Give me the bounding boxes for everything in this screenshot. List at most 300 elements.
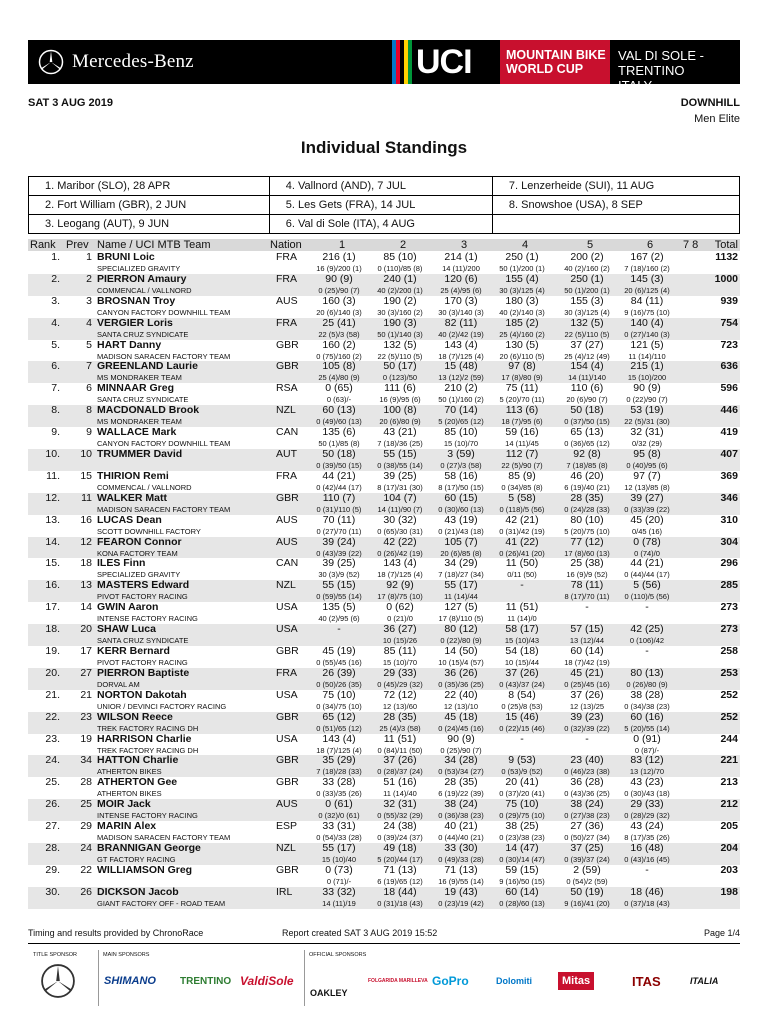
nation-cell: GBR	[276, 710, 299, 723]
round-points: 132 (5)	[570, 316, 604, 329]
rider-name: HARRISON Charlie	[97, 732, 192, 745]
total-points: 205	[720, 820, 738, 833]
total-points: 273	[720, 601, 738, 614]
round-points: 45 (20)	[630, 513, 664, 526]
round-points: 18 (44)	[383, 885, 417, 898]
round-split: 7 (18)/36 (25)	[377, 439, 423, 449]
rank-cell: 11.	[46, 469, 60, 482]
round-split: 18 (7)/125 (4)	[377, 570, 423, 580]
table-row	[28, 843, 740, 865]
team-name: SANTA CRUZ SYNDICATE	[97, 395, 189, 405]
round-split: 16 (9)/55 (14)	[438, 876, 484, 886]
round-split: 0 (29)/75 (10)	[499, 811, 545, 821]
round-points: 39 (23)	[570, 710, 604, 723]
total-points: 198	[720, 885, 738, 898]
rider-name: BRUNI Loic	[97, 251, 155, 263]
round-points: 155 (4)	[505, 272, 539, 285]
prev-rank-cell: 8	[86, 404, 92, 417]
round-split: 0 (44)/44 (17)	[624, 570, 670, 580]
round-split: 0 (59)/55 (14)	[316, 592, 362, 602]
round-split: 18 (7)/95 (6)	[501, 417, 543, 427]
round-cell: 4. Vallnord (AND), 7 JUL	[269, 177, 492, 196]
round-split: 15 (10)/200	[627, 373, 667, 383]
rider-name: KERR Bernard	[97, 645, 170, 658]
page-number: Page 1/4	[703, 928, 740, 938]
nation-cell: FRA	[276, 666, 297, 679]
round-points: 38 (24)	[444, 798, 478, 811]
rank-cell: 27.	[45, 820, 60, 833]
round-points: 53 (19)	[630, 404, 664, 417]
prev-rank-cell: 3	[86, 294, 92, 307]
prev-rank-cell: 7	[86, 360, 92, 373]
round-split: 0 (25)/90 (7)	[440, 745, 482, 755]
round-split: 0 (26)/42 (19)	[377, 548, 423, 558]
rank-cell: 9.	[51, 426, 60, 439]
rider-name: HATTON Charlie	[97, 754, 179, 767]
round-split: 6 (19)/65 (12)	[377, 876, 423, 886]
nation-cell: FRA	[276, 316, 297, 329]
round-split: 0 (32)/39 (22)	[564, 723, 610, 733]
round-split: 40 (2)/42 (19)	[438, 329, 484, 339]
round-points: 105 (7)	[444, 535, 478, 548]
round-split: 10 (15)/26	[382, 636, 418, 646]
prev-rank-cell: 17	[80, 645, 92, 658]
round-points: 154 (4)	[570, 360, 604, 373]
round-points: 65 (13)	[570, 426, 604, 439]
nation-cell: NZL	[276, 579, 296, 592]
round-points: 45 (19)	[322, 645, 356, 658]
round-split: 0 (31)/110 (5)	[316, 504, 362, 514]
round-split: 0/11 (50)	[507, 570, 537, 580]
rider-name: WILSON Reece	[97, 710, 173, 723]
round-points: 60 (14)	[505, 885, 539, 898]
round-cell: 3. Leogang (AUT), 9 JUN	[29, 215, 270, 234]
sponsor-divider	[98, 950, 99, 1006]
team-name: CANYON FACTORY DOWNHILL TEAM	[97, 439, 231, 449]
team-name: COMMENCAL / VALLNORD	[97, 482, 192, 492]
round-points: 0 (78)	[633, 535, 661, 548]
round-split: 22 (5)/31 (30)	[624, 417, 670, 427]
team-name: MS MONDRAKER TEAM	[97, 417, 182, 427]
round-points: 143 (4)	[383, 557, 417, 570]
round-split: 0 (39)/37 (24)	[564, 855, 610, 865]
round-split: 0/32 (29)	[631, 439, 663, 449]
total-points: 296	[720, 557, 738, 570]
round-split: 0 (33)/35 (26)	[316, 789, 362, 799]
table-row	[28, 405, 740, 427]
round-points: 28 (35)	[570, 491, 604, 504]
rank-cell: 3.	[51, 294, 60, 307]
round-points: 160 (2)	[322, 338, 356, 351]
round-split: 0 (31)/18 (43)	[377, 898, 423, 908]
round-split: 0 (22)/15 (46)	[499, 723, 545, 733]
sponsor-divider	[304, 950, 305, 1006]
round-split: 0 (28)/37 (24)	[377, 767, 423, 777]
round-points: 90 (9)	[633, 382, 661, 395]
rider-name: WILLIAMSON Greg	[97, 863, 193, 876]
round-split: 0 (39)/50 (15)	[316, 461, 362, 471]
nation-cell: GBR	[276, 338, 299, 351]
round-split: 9 (16)/75 (10)	[624, 307, 670, 317]
round-split: 0 (25)/8 (53)	[501, 701, 543, 711]
prev-rank-cell: 10	[80, 448, 92, 461]
rider-name: SHAW Luca	[97, 623, 156, 636]
table-row	[28, 340, 740, 362]
round-split: 20 (6)/110 (5)	[499, 351, 545, 361]
round-split: 0 (25)/45 (16)	[564, 679, 610, 689]
round-points: 11 (51)	[505, 601, 539, 614]
round-split: 17 (8)/110 (5)	[438, 614, 484, 624]
team-name: GT FACTORY RACING	[97, 855, 176, 865]
table-row	[28, 296, 740, 318]
round-cell: 8. Snowshoe (USA), 8 SEP	[492, 196, 739, 215]
round-split: 0 (110)/5 (56)	[624, 592, 670, 602]
round-points: 0 (91)	[633, 732, 661, 745]
prev-rank-cell: 19	[80, 732, 92, 745]
round-split: 22 (5)/110 (5)	[564, 329, 610, 339]
total-points: 258	[720, 645, 738, 658]
round-points: 65 (12)	[322, 710, 356, 723]
table-row	[28, 887, 740, 909]
round-split: 0 (53)/34 (27)	[438, 767, 484, 777]
round-split: 0 (27)/3 (58)	[440, 461, 482, 471]
round-cell: 2. Fort William (GBR), 2 JUN	[29, 196, 270, 215]
table-row	[28, 646, 740, 668]
round-split: 0/45 (16)	[631, 526, 663, 536]
nation-cell: AUS	[276, 294, 298, 307]
round-points: 143 (4)	[322, 732, 356, 745]
sponsor-selle-italia: ITALIA	[690, 976, 719, 986]
round-points: 71 (13)	[383, 863, 417, 876]
round-split: 25 (4)/3 (58)	[379, 723, 421, 733]
table-row	[28, 821, 740, 843]
round-points: 0 (61)	[325, 798, 353, 811]
rider-name: WALLACE Mark	[97, 426, 177, 439]
rider-name: HART Danny	[97, 338, 162, 351]
mercedes-logo	[38, 49, 194, 75]
round-points: 145 (3)	[630, 272, 664, 285]
round-split: 40 (2)/200 (1)	[377, 285, 423, 295]
round-points: 105 (8)	[322, 360, 356, 373]
round-split: 9 (16)/50 (15)	[499, 876, 545, 886]
round-split: 10 (15)/4 (57)	[438, 658, 484, 668]
round-points: 104 (7)	[383, 491, 417, 504]
round-split: 25 (4)/95 (6)	[440, 285, 482, 295]
round-points: 54 (18)	[505, 645, 539, 658]
rounds-row	[29, 177, 740, 196]
round-split: 15 (10)/43	[504, 636, 540, 646]
round-points: 135 (5)	[322, 601, 356, 614]
main-sponsors-label: MAIN SPONSORS	[103, 952, 150, 958]
round-points: 92 (9)	[386, 579, 414, 592]
round-points: 38 (25)	[505, 820, 539, 833]
round-split: 7 (18)/85 (8)	[566, 461, 608, 471]
round-split: 0 (27)/38 (23)	[564, 811, 610, 821]
table-row	[28, 865, 740, 887]
round-points: 44 (21)	[322, 469, 356, 482]
mercedes-star-icon	[40, 963, 76, 999]
round-split: 0 (36)/38 (23)	[438, 811, 484, 821]
round-points: 85 (10)	[383, 251, 417, 263]
rank-cell: 8.	[51, 404, 60, 417]
round-split: 0 (40)/95 (6)	[626, 461, 668, 471]
rank-cell: 6.	[51, 360, 60, 373]
total-points: 252	[720, 710, 738, 723]
round-points: 25 (41)	[322, 316, 356, 329]
rank-cell: 29.	[45, 863, 60, 876]
rank-cell: 30.	[45, 885, 60, 898]
total-points: 636	[720, 360, 738, 373]
nation-cell: NZL	[276, 404, 296, 417]
round-split: 0 (44)/40 (21)	[438, 833, 484, 843]
round-split: 0 (54)/2 (59)	[566, 876, 608, 886]
event-date: SAT 3 AUG 2019	[28, 97, 113, 109]
sponsor-valdisole: ValdiSole	[240, 974, 294, 988]
official-sponsors-label: OFFICIAL SPONSORS	[309, 952, 367, 958]
rank-cell: 5.	[51, 338, 60, 351]
sponsor-trentino: TRENTINO	[180, 975, 232, 987]
total-points: 723	[720, 338, 738, 351]
prev-rank-cell: 20	[80, 623, 92, 636]
nation-cell: GBR	[276, 754, 299, 767]
round-points: 30 (32)	[383, 513, 417, 526]
rank-cell: 18.	[45, 623, 60, 636]
round-split: 0 (106)/42	[629, 636, 665, 646]
prev-rank-cell: 16	[80, 513, 92, 526]
nation-cell: AUS	[276, 513, 298, 526]
round-points: 57 (15)	[570, 623, 604, 636]
prev-rank-cell: 26	[80, 885, 92, 898]
round-points: 34 (29)	[444, 557, 478, 570]
round-points: 37 (26)	[505, 666, 539, 679]
rank-cell: 24.	[45, 754, 60, 767]
round-split: 16 (9)/9 (52)	[566, 570, 608, 580]
round-points: 84 (11)	[630, 294, 664, 307]
rider-name: MINNAAR Greg	[97, 382, 175, 395]
round-points: 140 (4)	[630, 316, 664, 329]
round-points: 43 (23)	[630, 776, 664, 789]
round-points: 26 (39)	[322, 666, 356, 679]
venue-line-2: ITALY	[618, 78, 653, 93]
round-split: 13 (12)/70	[629, 767, 665, 777]
round-points: 214 (1)	[444, 251, 478, 263]
nation-cell: USA	[276, 732, 298, 745]
round-points: 14 (47)	[505, 842, 539, 855]
round-split: 20 (6)/125 (4)	[624, 285, 670, 295]
sponsor-shimano: SHIMANO	[104, 975, 156, 987]
rank-cell: 13.	[45, 513, 60, 526]
total-points: 596	[720, 382, 738, 395]
round-points: 42 (25)	[630, 623, 664, 636]
round-split: 0 (23)/38 (23)	[499, 833, 545, 843]
round-cell	[492, 215, 739, 234]
table-row	[28, 602, 740, 624]
round-points: 42 (21)	[505, 513, 539, 526]
team-name: PIVOT FACTORY RACING	[97, 592, 188, 602]
round-split: 13 (12)/44	[569, 636, 605, 646]
team-name: TREK FACTORY RACING DH	[97, 745, 199, 755]
round-points: 50 (18)	[322, 448, 356, 461]
round-points: 14 (50)	[444, 645, 478, 658]
round-points: 33 (31)	[322, 820, 356, 833]
round-split: 0 (75)/160 (2)	[316, 351, 362, 361]
round-points: 29 (33)	[630, 798, 664, 811]
sponsor-oakley: OAKLEY	[310, 988, 348, 998]
rank-cell: 1.	[51, 251, 60, 263]
round-points: 111 (6)	[384, 382, 416, 395]
team-name: MADISON SARACEN FACTORY TEAM	[97, 351, 231, 361]
round-split: 11 (14)/0	[507, 614, 537, 624]
round-points: 8 (54)	[508, 688, 536, 701]
round-points: 190 (3)	[383, 316, 417, 329]
nation-cell: GBR	[276, 863, 299, 876]
round-points: 36 (27)	[383, 623, 417, 636]
round-split: 0 (22)/90 (7)	[626, 395, 668, 405]
round-cell: 6. Val di Sole (ITA), 4 AUG	[269, 215, 492, 234]
round-split: 14 (11)/200	[442, 264, 480, 273]
round-points: 59 (16)	[505, 426, 539, 439]
round-points: 90 (9)	[325, 272, 353, 285]
round-points: 36 (26)	[444, 666, 478, 679]
title-sponsor-logo	[40, 966, 76, 996]
prev-rank-cell: 21	[80, 688, 92, 701]
round-points: 46 (20)	[570, 469, 604, 482]
total-points: 213	[720, 776, 738, 789]
table-row	[28, 668, 740, 690]
round-split: 25 (4)/80 (9)	[318, 373, 360, 383]
round-split: 0 (31)/42 (19)	[499, 526, 545, 536]
uci-text: UCI	[416, 42, 472, 81]
sponsor-itas: ITAS	[632, 973, 661, 989]
round-points: -	[585, 732, 589, 745]
round-points: 0 (73)	[325, 863, 353, 876]
table-row	[28, 427, 740, 449]
round-split: 12 (13)/25	[569, 701, 605, 711]
round-points: 155 (3)	[570, 294, 604, 307]
round-split: 0 (34)/38 (23)	[624, 701, 670, 711]
round-points: 19 (43)	[444, 885, 478, 898]
round-points: 80 (12)	[444, 623, 478, 636]
rider-name: VERGIER Loris	[97, 316, 173, 329]
round-split: 0 (27)/70 (11)	[316, 526, 362, 536]
round-split: 11 (14)/110	[628, 351, 666, 361]
round-split: 10 (15)/44	[504, 658, 540, 668]
round-points: 37 (26)	[570, 688, 604, 701]
col-nation: Nation	[270, 239, 302, 251]
round-points: 33 (28)	[322, 776, 356, 789]
nation-cell: IRL	[276, 885, 293, 898]
round-split: 0 (118)/5 (56)	[499, 504, 545, 514]
rider-name: PIERRON Amaury	[97, 272, 187, 285]
prev-rank-cell: 13	[80, 579, 92, 592]
round-split: 12 (13)/60	[382, 701, 418, 711]
total-points: 221	[720, 754, 738, 767]
nation-cell: NZL	[276, 842, 296, 855]
round-split: 0 (84)/11 (50)	[377, 745, 423, 755]
round-points: 60 (16)	[630, 710, 664, 723]
rider-name: MACDONALD Brook	[97, 404, 200, 417]
total-points: 310	[720, 513, 738, 526]
round-points: 55 (17)	[322, 842, 356, 855]
round-split: 0 (27)/140 (3)	[624, 329, 670, 339]
total-points: 1000	[714, 272, 738, 285]
prev-rank-cell: 12	[80, 535, 92, 548]
round-points: 16 (48)	[630, 842, 664, 855]
team-name: ATHERTON BIKES	[97, 767, 162, 777]
round-split: 15 (10)/70	[382, 658, 418, 668]
round-points: 38 (28)	[630, 688, 664, 701]
col-prev: Prev	[66, 239, 89, 251]
round-points: 25 (38)	[570, 557, 604, 570]
round-points: 72 (12)	[383, 688, 417, 701]
sponsor-dolomiti: Dolomiti	[496, 976, 532, 986]
round-split: 5 (20)/44 (17)	[377, 855, 423, 865]
round-split: 0 (74)/0	[634, 548, 660, 558]
rider-name: LUCAS Dean	[97, 513, 162, 526]
round-points: 130 (5)	[505, 338, 539, 351]
round-points: 77 (12)	[570, 535, 604, 548]
prev-rank-cell: 24	[80, 842, 92, 855]
total-points: 1132	[715, 251, 738, 263]
rank-cell: 25.	[45, 776, 60, 789]
prev-rank-cell: 22	[80, 863, 92, 876]
col-rank: Rank	[30, 239, 56, 251]
round-points: -	[645, 601, 649, 614]
round-split: 17 (8)/80 (9)	[501, 373, 543, 383]
prev-rank-cell: 28	[80, 776, 92, 789]
round-split: 25 (4)/160 (2)	[499, 329, 545, 339]
table-row	[28, 361, 740, 383]
team-name: MADISON SARACEN FACTORY TEAM	[97, 504, 231, 514]
round-points: 39 (27)	[630, 491, 664, 504]
round-split: 22 (5)/90 (7)	[501, 461, 543, 471]
round-points: 127 (5)	[444, 601, 478, 614]
rank-cell: 7.	[51, 382, 60, 395]
team-name: UNIOR / DEVINCI FACTORY RACING	[97, 701, 227, 711]
round-split: 0 (24)/28 (33)	[564, 504, 610, 514]
total-points: 252	[720, 688, 738, 701]
prev-rank-cell: 15	[80, 469, 92, 482]
round-cell: 5. Les Gets (FRA), 14 JUL	[269, 196, 492, 215]
team-name: GIANT FACTORY OFF - ROAD TEAM	[97, 898, 226, 908]
round-split: 0 (39)/24 (37)	[377, 833, 423, 843]
round-split: 5 (20)/55 (14)	[624, 723, 670, 733]
table-row	[28, 777, 740, 799]
round-points: 15 (48)	[444, 360, 478, 373]
round-points: 27 (36)	[570, 820, 604, 833]
round-points: 135 (6)	[322, 426, 356, 439]
round-points: 5 (58)	[508, 491, 536, 504]
round-split: 0 (34)/75 (10)	[316, 701, 362, 711]
prev-rank-cell: 11	[81, 491, 92, 504]
prev-rank-cell: 9	[86, 426, 92, 439]
sponsor-mitas: Mitas	[558, 972, 594, 990]
table-row	[28, 734, 740, 756]
col-r5: 5	[587, 239, 594, 251]
table-row	[28, 799, 740, 821]
total-points: 244	[720, 732, 738, 745]
round-split: 30 (3)/160 (2)	[377, 307, 423, 317]
round-points: 110 (6)	[570, 382, 604, 395]
series-badge	[500, 40, 610, 84]
venue	[618, 48, 740, 93]
round-points: 120 (6)	[444, 272, 478, 285]
round-points: 35 (29)	[322, 754, 356, 767]
round-split: 0 (21)/0	[387, 614, 413, 624]
round-points: 23 (40)	[570, 754, 604, 767]
round-points: 185 (2)	[505, 316, 539, 329]
prev-rank-cell: 1	[86, 251, 92, 263]
